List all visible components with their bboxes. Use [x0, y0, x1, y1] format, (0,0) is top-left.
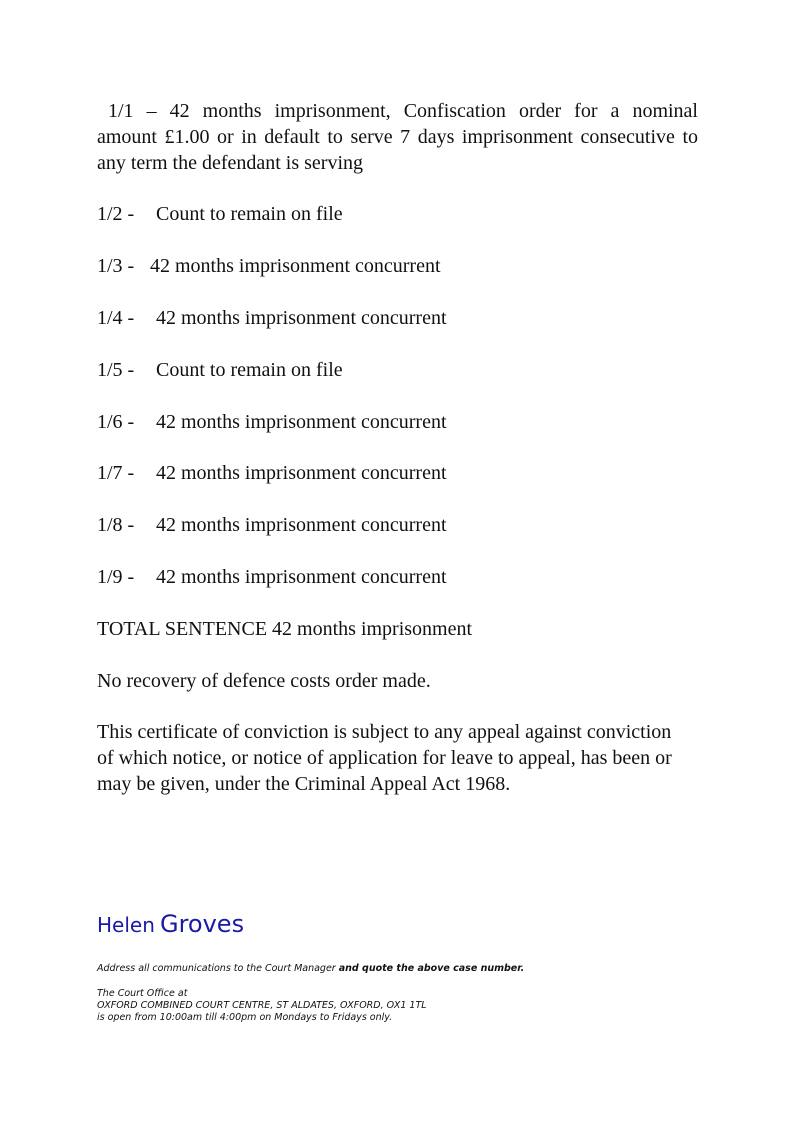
appeal-line-3: may be given, under the Criminal Appeal Act 1968.: [97, 773, 511, 795]
count-text: Count to remain on file: [156, 359, 343, 381]
count-code: 1/6 -: [97, 411, 135, 433]
count-row: [97, 253, 441, 279]
intro-line-3: any term the defendant is serving: [97, 152, 364, 174]
count-text: 42 months imprisonment concurrent: [156, 307, 447, 329]
signature-last-name: Groves: [159, 910, 245, 938]
signature-first-name: Helen: [97, 913, 155, 937]
footer-address-note-bold: and quote the above case number.: [338, 963, 525, 974]
count-text: 42 months imprisonment concurrent: [156, 411, 447, 433]
count-text: 42 months imprisonment concurrent: [156, 566, 447, 588]
count-text: 42 months imprisonment concurrent: [156, 462, 447, 484]
footer-address-note-text: Address all communications to the Court Manager: [97, 963, 339, 974]
intro-line-1: 1/1 – 42 months imprisonment, Confiscation order for a nominal: [108, 100, 698, 122]
footer-hours: is open from 10:00am till 4:00pm on Mondays to Fridays only.: [97, 1012, 393, 1023]
count-text: 42 months imprisonment concurrent: [150, 255, 441, 277]
count-row: [97, 357, 343, 383]
count-text: 42 months imprisonment concurrent: [156, 514, 447, 536]
footer-office-label: The Court Office at: [97, 988, 188, 999]
costs-note: No recovery of defence costs order made.: [97, 670, 431, 692]
count-row: [97, 409, 447, 435]
total-sentence: TOTAL SENTENCE 42 months imprisonment: [97, 618, 473, 640]
count-row: [97, 512, 447, 538]
count-code: 1/8 -: [97, 514, 135, 536]
intro-line-2: amount £1.00 or in default to serve 7 days imprisonment consecutive to: [97, 126, 698, 148]
count-text: Count to remain on file: [156, 203, 343, 225]
count-code: 1/4 -: [97, 307, 135, 329]
count-code: 1/2 -: [97, 203, 135, 225]
count-row: [97, 201, 343, 227]
count-code: 1/9 -: [97, 566, 135, 588]
footer-office-address: OXFORD COMBINED COURT CENTRE, ST ALDATES, OXFORD, OX1 1TL: [97, 1000, 427, 1011]
footer-address-note: [97, 963, 524, 974]
appeal-line-2: of which notice, or notice of application for leave to appeal, has been or: [97, 747, 672, 769]
count-1-1-sentence: [97, 98, 698, 176]
appeal-line-1: This certificate of conviction is subject to any appeal against conviction: [97, 721, 672, 743]
count-code: 1/3 -: [97, 255, 135, 277]
count-row: [97, 305, 447, 331]
count-code: 1/5 -: [97, 359, 135, 381]
signature: [97, 910, 244, 938]
count-row: [97, 564, 447, 590]
appeal-notice: [97, 719, 698, 797]
count-code: 1/7 -: [97, 462, 135, 484]
count-row: [97, 460, 447, 486]
